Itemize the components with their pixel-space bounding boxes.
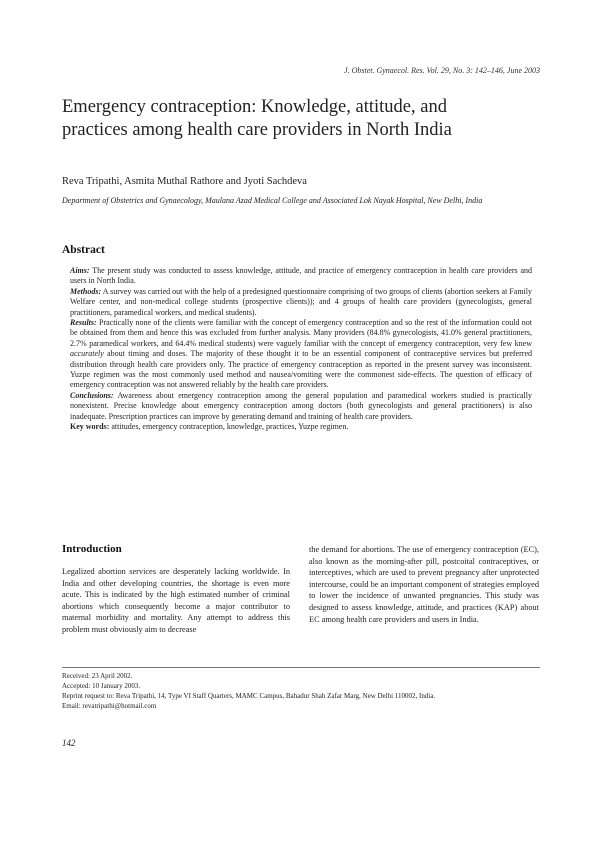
- article-title: [62, 96, 542, 142]
- reprint-request: Reprint request to: Reva Tripathi, 14, Type VI Staff Quarters, MAMC Campus, Bahadur Shah Zafar Marg, New Delhi 110002, India.: [62, 692, 436, 700]
- methods-text: A survey was carried out with the help of a predesigned questionnaire comprising of two groups of clients (abortion seekers at Family Welfare center, and non-medical college students (prospective clients)); and 4 groups of health care providers (gynecologists, general practitioners, paramedical workers, and medical students).: [70, 286, 532, 317]
- page-number: 142: [62, 738, 76, 748]
- introduction-left-column: Legalized abortion services are desperately lacking worldwide. In India and other developing countries, the shortage is even more acute. This is indicated by the high estimated number of criminal abortions which consequently become a major contributor to maternal morbidity and mortality. Any attempt to address this problem must obviously aim to decrease: [62, 567, 290, 634]
- conclusions-text: Awareness about emergency contraception among the general population and paramedical workers studied is practically nonexistent. Precise knowledge about emergency contraception among doctors (both gynecologists and general practitioners) is also inadequate. Prescription practices can improve by generating demand and training of health care providers.: [70, 390, 532, 421]
- contact-email: Email: revatripathi@hotmail.com: [62, 702, 157, 710]
- abstract-results: [70, 318, 532, 391]
- received-date: Received: 23 April 2002.: [62, 672, 133, 680]
- abstract-heading: Abstract: [62, 244, 105, 256]
- accepted-date: Accepted: 10 January 2003.: [62, 682, 141, 690]
- journal-reference: J. Obstet. Gynaecol. Res. Vol. 29, No. 3: 142–146, June 2003: [344, 66, 540, 75]
- abstract-conclusions: [70, 391, 532, 422]
- results-text-b: about timing and doses. The majority of these thought it to be an essential component of contraceptive services but preferred distribution through health care providers only. The practice of emergency contraception as reported in the present survey was inconsistent. Yuzpe regimen was the most commonly used method and nausea/vomiting were the commonest side-effects. The question of efficacy of emergency contraception was not answered reliably by the health care providers.: [70, 349, 532, 390]
- keywords-text: attitudes, emergency contraception, knowledge, practices, Yuzpe regimen.: [109, 422, 349, 432]
- conclusions-label: Conclusions:: [70, 390, 114, 400]
- abstract-body: [70, 266, 532, 433]
- introduction-right-column: the demand for abortions. The use of emergency contraception (EC), also known as the morning-after pill, postcoital contraceptives, or interceptives, which are used to prevent pregnancy after unprotected intercourse, could be an important component of strategies employed to lower the incidence of unwanted pregnancies. This study was designed to assess knowledge, attitude, and practices (KAP) about EC among health care providers and users in India.: [309, 545, 539, 624]
- introduction-heading: Introduction: [62, 543, 122, 555]
- abstract-methods: [70, 287, 532, 318]
- aims-label: Aims:: [70, 266, 90, 275]
- abstract-keywords: [70, 422, 532, 432]
- methods-label: Methods:: [70, 286, 102, 296]
- keywords-label: Key words:: [70, 422, 110, 432]
- aims-text: The present study was conducted to assess knowledge, attitude, and practice of emergency contraception in health care providers and users in North India.: [70, 266, 532, 286]
- author-list: Reva Tripathi, Asmita Muthal Rathore and Jyoti Sachdeva: [62, 176, 307, 187]
- footnote-divider: [62, 667, 540, 668]
- results-italic: accurately: [70, 349, 104, 359]
- results-label: Results:: [70, 318, 97, 328]
- results-text-a: Practically none of the clients were familiar with the concept of emergency contraception and so the rest of the information could not be obtained from them and hence this was excluded from further analysis. Many providers (84.8% gynecologists, 41.0% general practitioners, 2.7% paramedical workers, and 64.4% medical students) were vaguely familiar with the concept of emergency contraception, very few knew: [70, 318, 532, 348]
- title-line-1: Emergency contraception: Knowledge, attitude, and: [62, 97, 447, 117]
- title-line-2: practices among health care providers in North India: [62, 120, 452, 140]
- affiliation: Department of Obstetrics and Gynaecology, Maulana Azad Medical College and Associated Lok Nayak Hospital, New Delhi, India: [62, 196, 483, 205]
- abstract-aims: [70, 266, 532, 287]
